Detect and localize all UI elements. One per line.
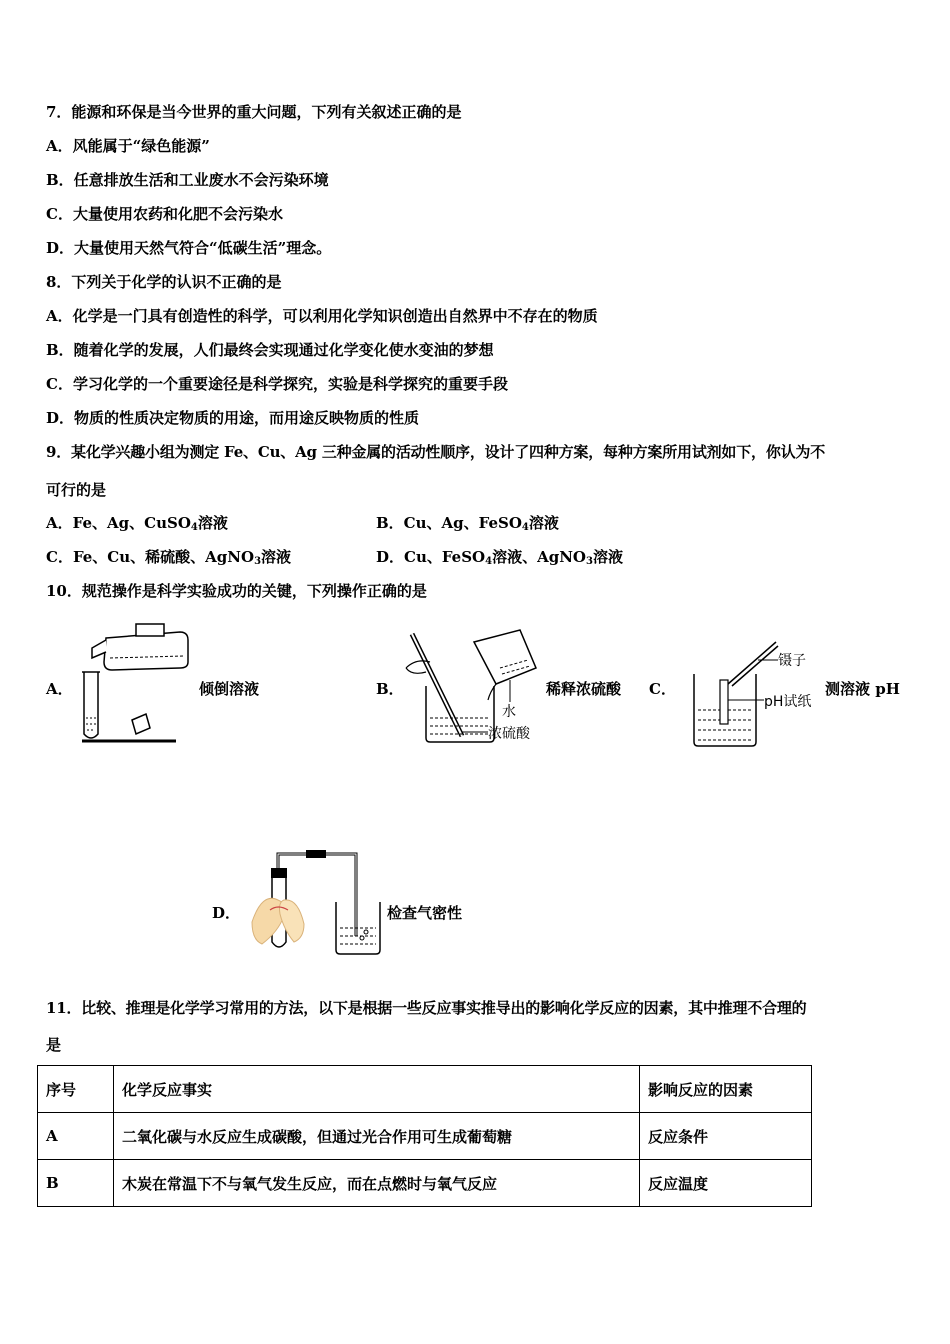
q10-option-a-caption: 倾倒溶液 [199,680,260,698]
q9-option-b: B．Cu、Ag、FeSO$_4$溶液 [376,514,559,533]
row-a-no: A [38,1113,114,1160]
row-b-no: B [38,1160,114,1207]
q11-stem-line1: 11．比较、推理是化学学习常用的方法，以下是根据一些反应事实推导出的影响化学反应的因素，其中推理不合理的 [46,999,807,1017]
q8-option-b: B．随着化学的发展，人们最终会实现通过化学变化使水变油的梦想 [46,341,494,359]
q7-option-c: C．大量使用农药和化肥不会污染水 [46,205,283,223]
q10-option-c-letter: C． [649,680,676,698]
q9-option-d: D．Cu、FeSO$_4$溶液、AgNO$_3$溶液 [376,548,623,567]
q8-option-a: A．化学是一门具有创造性的科学，可以利用化学知识创造出自然界中不存在的物质 [46,307,598,325]
q10-option-b-letter: B． [376,680,404,698]
q10-option-d-letter: D． [212,904,241,922]
q7-option-a: A．风能属于“绿色能源” [46,137,210,155]
q11-table [37,1065,812,1207]
q8-stem: 8．下列关于化学的认识不正确的是 [46,273,282,291]
row-b-factor: 反应温度 [640,1160,812,1207]
q10-stem: 10．规范操作是科学实验成功的关键，下列操作正确的是 [46,582,427,600]
airtightness-figure [248,844,384,956]
q10-option-a-letter: A． [46,680,73,698]
q8-option-d: D．物质的性质决定物质的用途，而用途反映物质的性质 [46,409,420,427]
row-b-fact: 木炭在常温下不与氧气发生反应，而在点燃时与氧气反应 [114,1160,640,1207]
q9-option-c: C．Fe、Cu、稀硫酸、AgNO$_3$溶液 [46,548,292,567]
q10-option-b-caption: 稀释浓硫酸 [546,680,622,698]
ph-paper-label: pH试纸 [764,694,812,710]
table-row [38,1113,812,1160]
dilute-acid-figure [402,628,552,748]
q10-option-d-caption: 检查气密性 [387,904,463,922]
q7-stem: 7．能源和环保是当今世界的重大问题，下列有关叙述正确的是 [46,103,462,121]
q7-option-d: D．大量使用天然气符合“低碳生活”理念。 [46,239,332,257]
q9-stem-line2: 可行的是 [46,481,107,499]
row-a-factor: 反应条件 [640,1113,812,1160]
water-label: 水 [502,704,516,720]
measure-ph-figure [684,640,824,750]
header-cell-no: 序号 [38,1066,114,1113]
row-a-fact: 二氧化碳与水反应生成碳酸，但通过光合作用可生成葡萄糖 [114,1113,640,1160]
q11-stem-line2: 是 [46,1036,62,1054]
header-cell-fact: 化学反应事实 [114,1066,640,1113]
tweezers-label: 镊子 [778,653,806,669]
q9-option-a: A．Fe、Ag、CuSO$_4$溶液 [46,514,228,533]
q9-stem-line1: 9．某化学兴趣小组为测定 Fe、Cu、Ag 三种金属的活动性顺序，设计了四种方案，每种方案所用试剂如下，你认为不 [46,443,826,461]
q8-option-c: C．学习化学的一个重要途径是科学探究，实验是科学探究的重要手段 [46,375,508,393]
table-header-row [38,1066,812,1113]
pouring-solution-figure [80,618,192,746]
conc-acid-label: 浓硫酸 [488,726,530,742]
q10-option-c-caption: 测溶液 pH [825,680,900,698]
table-row [38,1160,812,1207]
header-cell-factor: 影响反应的因素 [640,1066,812,1113]
q7-option-b: B．任意排放生活和工业废水不会污染环境 [46,171,329,189]
